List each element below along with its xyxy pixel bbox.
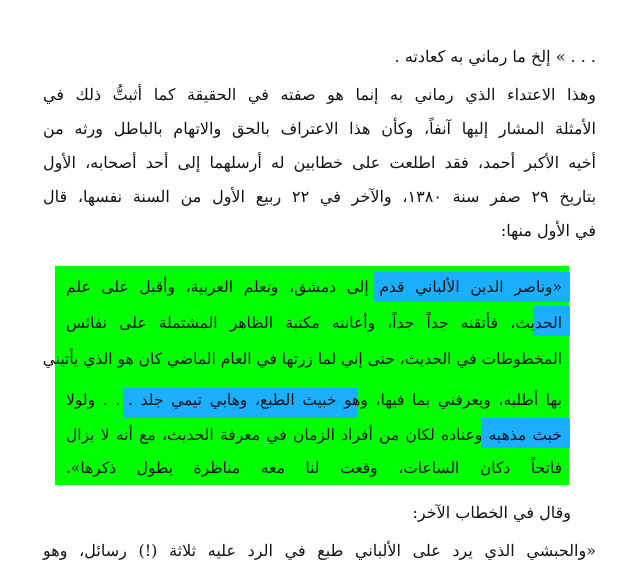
quote-line: «وناصر الدين الألباني قدم إلى دمشق، وتعلم العربية، وأقبل على علم [66, 278, 562, 296]
text-line: . . . » إلخ ما رماني به كعادته . [394, 47, 596, 66]
text-line: في الأول منها: [500, 221, 596, 240]
text-line: وقال في الخطاب الآخر: [412, 503, 571, 522]
quote-line: فاتحاً دكان الساعات، وقعت لنا معه مناظرة يطول ذكرها». [66, 459, 562, 477]
text-line: الأمثلة المشار إليها آنفاً، وكأن هذا الاعتراف بالحق والاتهام بالباطل ورثه من [43, 119, 596, 138]
quote-line: بها أطلبه، ويعرفني بما فيها، وهو خبيث الطبع، وهابي تيمي جلد . . . ولولا [66, 391, 562, 409]
text-line: وهذا الاعتداء الذي رماني به إنما هو صفته في الحقيقة كما أثبتُّ ذلك في [43, 85, 596, 104]
text-line: أخيه الأكبر أحمد، فقد اطلعت على خطابين له أرسلهما إلى أحد أصحابه، الأول [43, 153, 596, 172]
text-line: بتاريخ ٢٩ صفر سنة ١٣٨٠، والآخر في ٢٢ ربيع الأول من السنة نفسها، قال [43, 187, 597, 206]
quote-line: خبث مذهبه وعناده لكان من أفراد الزمان في معرفة الحديث، مع أنه لا يزال [66, 426, 562, 444]
quote-line: الحديث، فأتقنه جداً جداً، وأعانته مكتبة الظاهر المشتملة على نفائس [66, 314, 562, 332]
quote-line: المخطوطات في الحديث، حتى إني لما زرتها في العام الماضي كان هو الذي يأتيني [42, 350, 562, 368]
text-line: «والحبشي الذي يرد على الألباني طبع في الرد عليه ثلاثة (!) رسائل، وهو [43, 541, 596, 560]
